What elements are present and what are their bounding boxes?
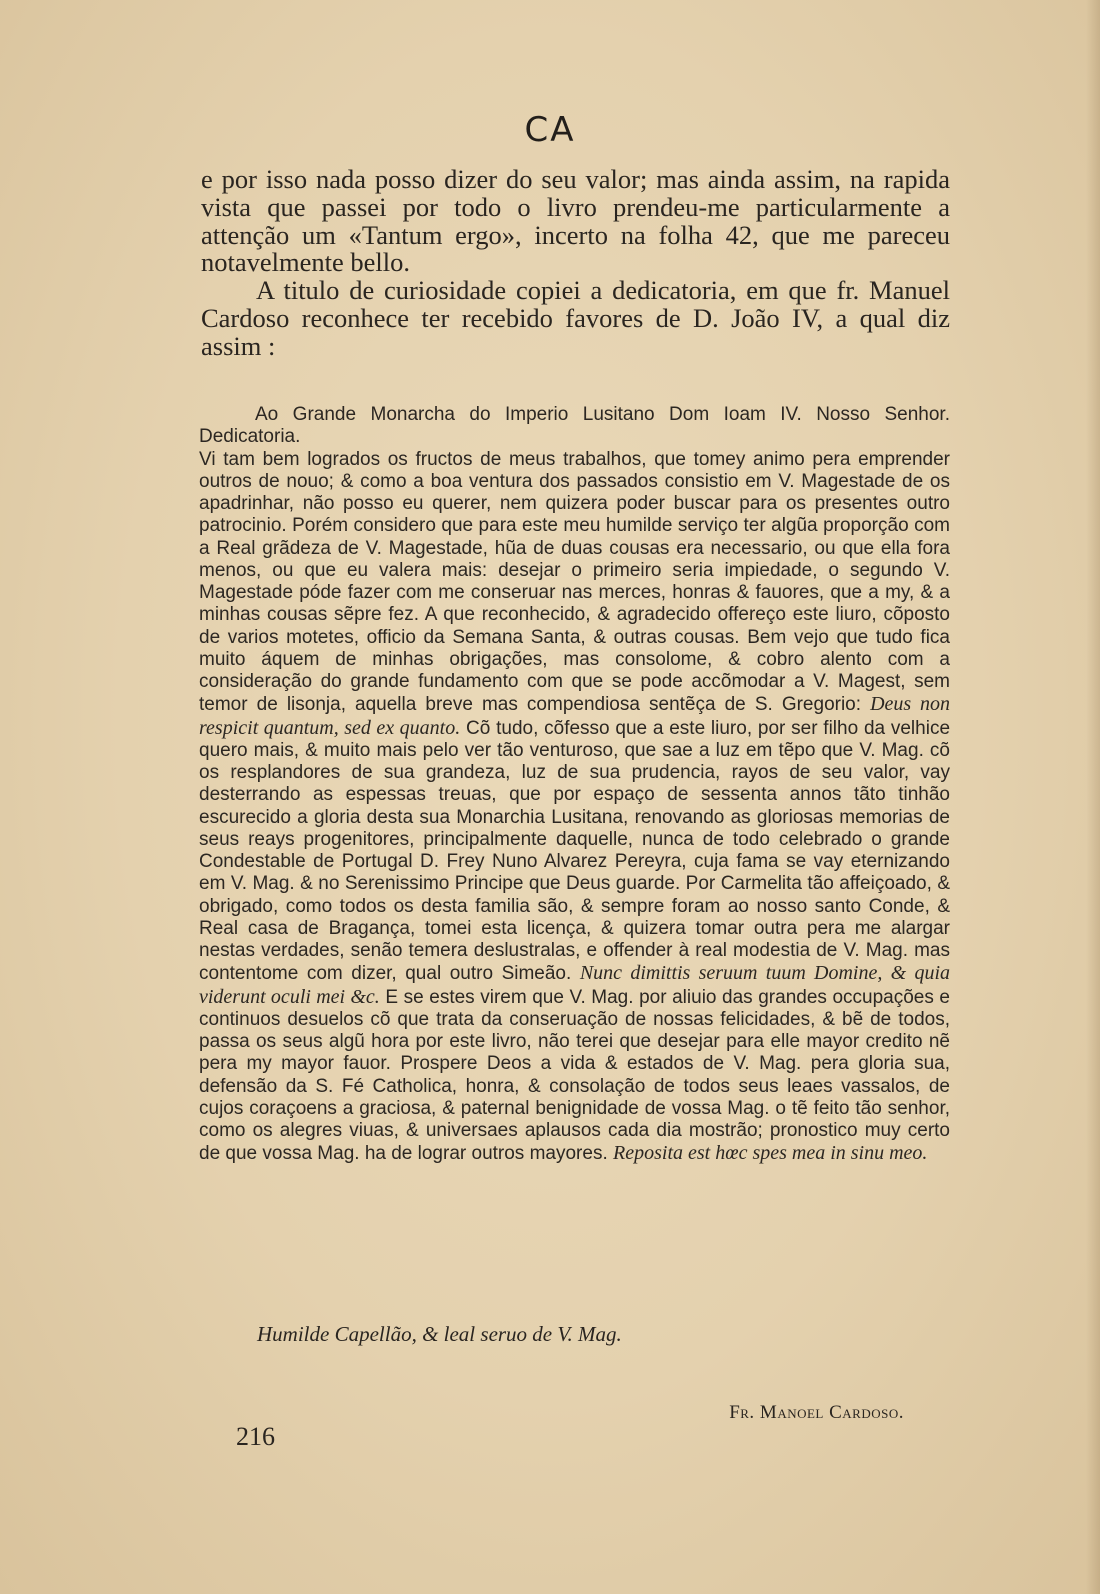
closing-line: Humilde Capellão, & leal seruo de V. Mag. — [257, 1322, 622, 1346]
intro-text — [201, 166, 950, 361]
dedication-text: Cõ tudo, cõfesso que a este liuro, por ser filho da velhice quero mais, & muito mais pelo ver tão venturoso, que sae a luz em tẽpo que V. Mag. cõ os resplandores de sua grandeza, luz de sua prudencia, rayos de seu valor, vay desterrando as espessas treuas, que por espaço de sessenta annos tãto tinhão escurecido a gloria desta sua Monarchia Lusitana, renovando as gloriosas memorias de seus reays progenitores, principalmente daquelle, nunca de todo celebrado o grande Condestable de Portugal D. Frey Nuno Alvarez Pereyra, cuja fama se vay eternizando em V. Mag. & no Serenissimo Principe que Deus guarde. Por Carmelita tão affeiçoado, & obrigado, como todos os desta familia são, & sempre foram ao nosso santo Conde, & Real casa de Bragança, tomei esta licença, & quizera tomar outra pera me alargar nestas verdades, senão temera deslustralas, e offender à real modestia de V. Mag. mas contentome com dizer, qual outro Simeão. — [199, 717, 951, 985]
page-number: 216 — [236, 1422, 275, 1451]
intro-paragraph: e por isso nada posso dizer do seu valor; mas ainda assim, na rapida vista que passei por todo o livro prendeu-me particularmente a attenção um «Tantum ergo», incerto na folha 42, que me pareceu notavelmente bello. — [201, 164, 950, 278]
dedication-text: E se estes virem que V. Mag. por aliuio das grandes occupações e continuos desuelos cõ que trata da conseruação de nossas felicidades, & bẽ de todos, passa os seus algũ hora por este livro, não terei que desejar para elle mayor credito nẽ pera my mayor fauor. Prospere Deos a vida & estados de V. Mag. pera gloria sua, defensão da S. Fé Catholica, honra, & consolação de todos seus leaes vassalos, de cujos coraçoens a graciosa, & paternal benignidade de vossa Mag. o tẽ feito tão senhor, como os alegres viuas, & universaes aplausos cada dia mostrão; pronostico muy certo de que vossa Mag. ha de lograr outros mayores. — [199, 986, 951, 1165]
running-header: CA — [524, 110, 576, 150]
latin-quote: Deus non respicit quantum, sed ex quanto. — [199, 693, 950, 739]
dedication-text: Vi tam bem logrados os fructos de meus trabalhos, que tomey animo pera emprender outros de nouo; & como a boa ventura dos passados consistio em V. Magestade de os apadrinhar, não posso eu querer, nem quizera poder buscar para os presentes outro patrocinio. Porém considero que para este meu humilde serviço ter algũa proporção com a Real grãdeza de V. Magestade, hũa de duas cousas era necessario, ou que ella fora menos, ou que eu valera mais: desejar o primeiro seria impiedade, o segundo V. Magestade póde fazer com me conseruar nas merces, honras & fauores, que a my, & a minhas cousas sẽpre fez. A que reconhecido, & agradecido offereço este liuro, cõposto de varios motetes, officio da Semana Santa, & outras cousas. Bem vejo que tudo fica muito áquem de minhas obrigações, mas consolome, & cobro alento com a consideração do grande fundamento com que se pode accõmodar a V. Magest, sem temor de lisonja, aquella breve mas compendiosa sentẽça de S. Gregorio: — [199, 448, 950, 716]
page-edge-shadow — [1086, 0, 1100, 1594]
dedication-heading: Ao Grande Monarcha do Imperio Lusitano Dom Ioam IV. Nosso Senhor. Dedicatoria. — [199, 404, 950, 448]
dedication-body — [199, 449, 950, 1166]
intro-paragraph: A titulo de curiosidade copiei a dedicatoria, em que fr. Manuel Cardoso reconhece ter recebido favores de D. João IV, a qual diz assim : — [201, 275, 950, 361]
signature: Fr. Manoel Cardoso. — [729, 1402, 904, 1423]
latin-quote: Nunc dimittis seruum tuum Domine, & quia viderunt oculi mei &c. — [199, 962, 951, 1008]
latin-quote: Reposita est hœc spes mea in sinu meo. — [613, 1142, 928, 1165]
dedication-block — [199, 404, 950, 1166]
